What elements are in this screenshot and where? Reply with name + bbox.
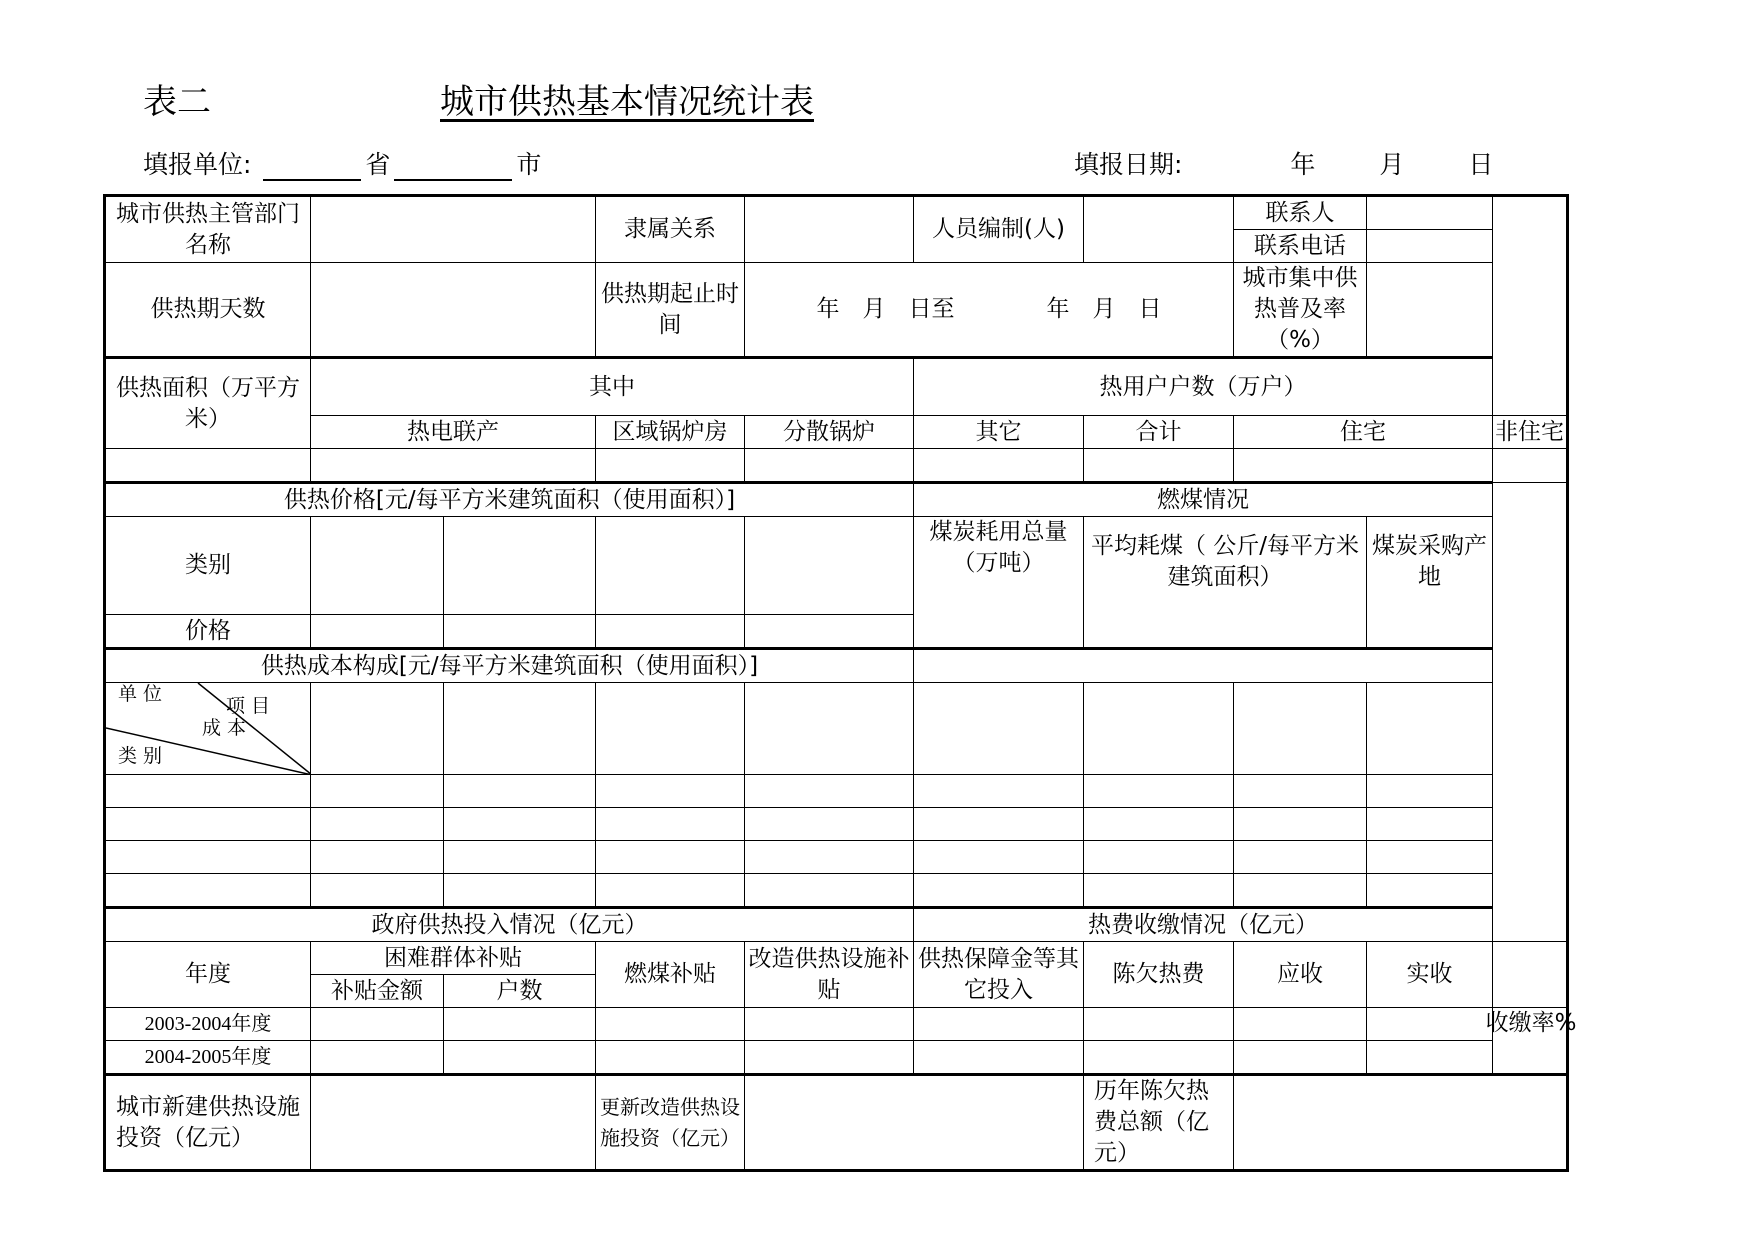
residential-label: 住宅 [1234,416,1493,449]
renovation-subsidy-label: 改造供热设施补贴 [745,942,914,1008]
data-cell[interactable] [914,1008,1084,1041]
cost-cell[interactable] [311,775,444,808]
data-cell[interactable] [311,1008,444,1041]
year-col-label: 年度 [105,942,311,1008]
cost-cell[interactable] [1367,683,1493,775]
reporting-unit [143,145,541,181]
area-value-cell[interactable] [105,449,311,483]
data-cell[interactable] [745,1041,914,1075]
scattered-boiler-value-cell[interactable] [745,449,914,483]
price-title: 供热价格[元/每平方米建筑面积（使用面积）] [105,483,914,517]
cost-cell[interactable] [1084,841,1234,874]
diagonal-header-cell [105,683,311,775]
other-value-cell[interactable] [914,449,1084,483]
data-cell[interactable] [1084,1008,1234,1041]
price-cell[interactable] [596,615,745,649]
cost-cell[interactable] [914,874,1084,908]
cost-cell[interactable] [444,808,596,841]
non-residential-value-cell[interactable] [1493,449,1568,483]
price-cell[interactable] [311,615,444,649]
cost-cell[interactable] [1084,808,1234,841]
guarantee-label: 供热保障金等其它投入 [914,942,1084,1008]
table-number: 表二 [143,82,211,122]
period-days-label: 供热期天数 [105,263,311,358]
gov-title: 政府供热投入情况（亿元） [105,908,914,942]
dept-name-cell[interactable] [311,196,596,263]
table-row [105,649,1568,683]
table-row [105,841,1568,874]
cost-cell[interactable] [745,683,914,775]
table-row [105,775,1568,808]
category-cell[interactable] [745,517,914,615]
table-row [105,483,1568,517]
scattered-boiler-label: 分散锅炉 [745,416,914,449]
unit-label: 填报单位: [143,150,252,179]
data-cell[interactable] [1234,1008,1367,1041]
cost-cell[interactable] [745,775,914,808]
coal-title: 燃煤情况 [914,483,1493,517]
year-label: 年 [1290,150,1316,179]
affiliation-label: 隶属关系 [596,196,745,263]
arrears-total-cell[interactable] [1234,1075,1568,1171]
cost-cell[interactable] [1367,775,1493,808]
coal-total-label: 煤炭耗用总量（万吨） [914,517,1084,649]
staff-cell[interactable] [1084,196,1234,263]
price-cell[interactable] [745,615,914,649]
province-label: 省 [365,150,391,179]
city-field[interactable] [394,153,512,181]
cost-cell[interactable] [105,808,311,841]
cost-cell[interactable] [311,808,444,841]
table-row [105,358,1568,416]
households-label: 户数 [444,975,596,1008]
cost-cell[interactable] [1084,874,1234,908]
table-row [105,1041,1568,1075]
total-label: 合计 [1084,416,1234,449]
cost-cell[interactable] [1234,874,1367,908]
new-invest-cell[interactable] [311,1075,596,1171]
received-label: 实收 [1367,942,1493,1008]
subsidy-group-label: 困难群体补贴 [311,942,596,975]
data-cell[interactable] [444,1008,596,1041]
phone-cell[interactable] [1367,230,1493,263]
cogeneration-value-cell[interactable] [311,449,596,483]
cost-cell[interactable] [596,683,745,775]
data-cell[interactable] [596,1008,745,1041]
cost-cell[interactable] [1234,808,1367,841]
among-label: 其中 [311,358,914,416]
date-label: 填报日期: [1074,150,1183,179]
table-row [105,683,1568,775]
price-label: 价格 [105,615,311,649]
district-boiler-label: 区域锅炉房 [596,416,745,449]
rate-cell [1493,942,1568,1008]
cost-cell[interactable] [914,775,1084,808]
diag-item: 项 目 [226,695,271,717]
cost-cell[interactable] [444,775,596,808]
cost-cell[interactable] [914,808,1084,841]
renew-invest-label: 更新改造供热设施投资（亿元） [596,1075,745,1171]
fee-title: 热费收缴情况（亿元） [914,908,1493,942]
year-label: 2004-2005年度 [105,1041,311,1075]
cost-cell[interactable] [1367,841,1493,874]
cost-cell[interactable] [1367,874,1493,908]
data-cell[interactable] [745,1008,914,1041]
coal-subsidy-label: 燃煤补贴 [596,942,745,1008]
price-cell[interactable] [444,615,596,649]
cost-cell[interactable] [1234,775,1367,808]
contact-cell[interactable] [1367,196,1493,230]
cost-cell[interactable] [745,808,914,841]
area-label: 供热面积（万平方米） [105,358,311,449]
cost-title-blank [914,649,1493,683]
cost-cell[interactable] [105,874,311,908]
arrears-label: 陈欠热费 [1084,942,1234,1008]
cost-cell[interactable] [444,874,596,908]
table-row [105,942,1568,975]
coverage-cell[interactable] [1367,263,1493,358]
cost-cell[interactable] [596,841,745,874]
data-cell[interactable] [444,1041,596,1075]
avg-coal-label: 平均耗煤（ 公斤/每平方米建筑面积） [1084,517,1367,649]
month-label: 月 [1379,150,1405,179]
staff-label: 人员编制(人) [914,196,1084,263]
cost-cell[interactable] [1234,841,1367,874]
diag-unit: 单 位 [118,683,163,705]
cost-cell[interactable] [1367,808,1493,841]
table-row [105,196,1568,230]
category-cell[interactable] [444,517,596,615]
year-label: 2003-2004年度 [105,1008,311,1041]
cost-cell[interactable] [1084,775,1234,808]
data-cell[interactable] [1084,1041,1234,1075]
page-title: 城市供热基本情况统计表 [440,82,814,122]
residential-value-cell[interactable] [1234,449,1493,483]
cost-cell[interactable] [311,874,444,908]
province-field[interactable] [263,153,361,181]
arrears-total-label: 历年陈欠热费总额（亿元） [1084,1075,1234,1171]
subsidy-amount-label: 补贴金额 [311,975,444,1008]
contact-label: 联系人 [1234,196,1367,230]
cost-cell[interactable] [914,683,1084,775]
cost-cell[interactable] [596,808,745,841]
dept-name-label: 城市供热主管部门名称 [105,196,311,263]
data-cell[interactable] [914,1041,1084,1075]
cogeneration-label: 热电联产 [311,416,596,449]
rate-label: 收缴率% [1485,1010,1577,1036]
table-row [105,449,1568,483]
data-cell[interactable] [1367,1041,1493,1075]
affiliation-cell[interactable] [745,196,914,263]
table-row [105,1008,1568,1041]
category-label: 类别 [105,517,311,615]
heating-statistics-table [103,194,1569,1172]
total-value-cell[interactable] [1084,449,1234,483]
cost-cell[interactable] [596,775,745,808]
cost-cell[interactable] [444,841,596,874]
data-cell[interactable] [596,1041,745,1075]
new-invest-label: 城市新建供热设施投资（亿元） [105,1075,311,1171]
period-time-label: 供热期起止时间 [596,263,745,358]
cost-cell[interactable] [914,841,1084,874]
cost-cell[interactable] [745,841,914,874]
data-cell[interactable] [1234,1041,1367,1075]
cost-cell[interactable] [311,841,444,874]
category-cell[interactable] [311,517,444,615]
city-label: 市 [516,150,542,179]
cost-cell[interactable] [1234,683,1367,775]
non-residential-label: 非住宅 [1493,416,1568,449]
cost-cell[interactable] [105,841,311,874]
table-row [105,1075,1568,1171]
cost-title: 供热成本构成[元/每平方米建筑面积（使用面积）] [105,649,914,683]
cost-cell[interactable] [1084,683,1234,775]
coverage-label: 城市集中供热普及率（%） [1234,263,1367,358]
district-boiler-value-cell[interactable] [596,449,745,483]
cost-cell[interactable] [745,874,914,908]
coal-origin-label: 煤炭采购产地 [1367,517,1493,649]
cost-cell[interactable] [596,874,745,908]
phone-label: 联系电话 [1234,230,1367,263]
reporting-date [1074,145,1493,181]
cost-cell[interactable] [444,683,596,775]
period-days-cell[interactable] [311,263,596,358]
table-row [105,908,1568,942]
cost-cell[interactable] [105,775,311,808]
table-row [105,874,1568,908]
day-label: 日 [1468,150,1494,179]
table-row [105,808,1568,841]
category-cell[interactable] [596,517,745,615]
diag-cost: 成 本 [202,717,247,739]
table-row [105,416,1568,449]
period-range[interactable]: 年 月 日至 年 月 日 [745,263,1234,358]
renew-invest-cell[interactable] [745,1075,1084,1171]
table-row [105,517,1568,615]
users-label: 热用户户数（万户） [914,358,1493,416]
diag-cat: 类 别 [118,745,163,767]
cost-cell[interactable] [311,683,444,775]
data-cell[interactable] [311,1041,444,1075]
other-label: 其它 [914,416,1084,449]
receivable-label: 应收 [1234,942,1367,1008]
